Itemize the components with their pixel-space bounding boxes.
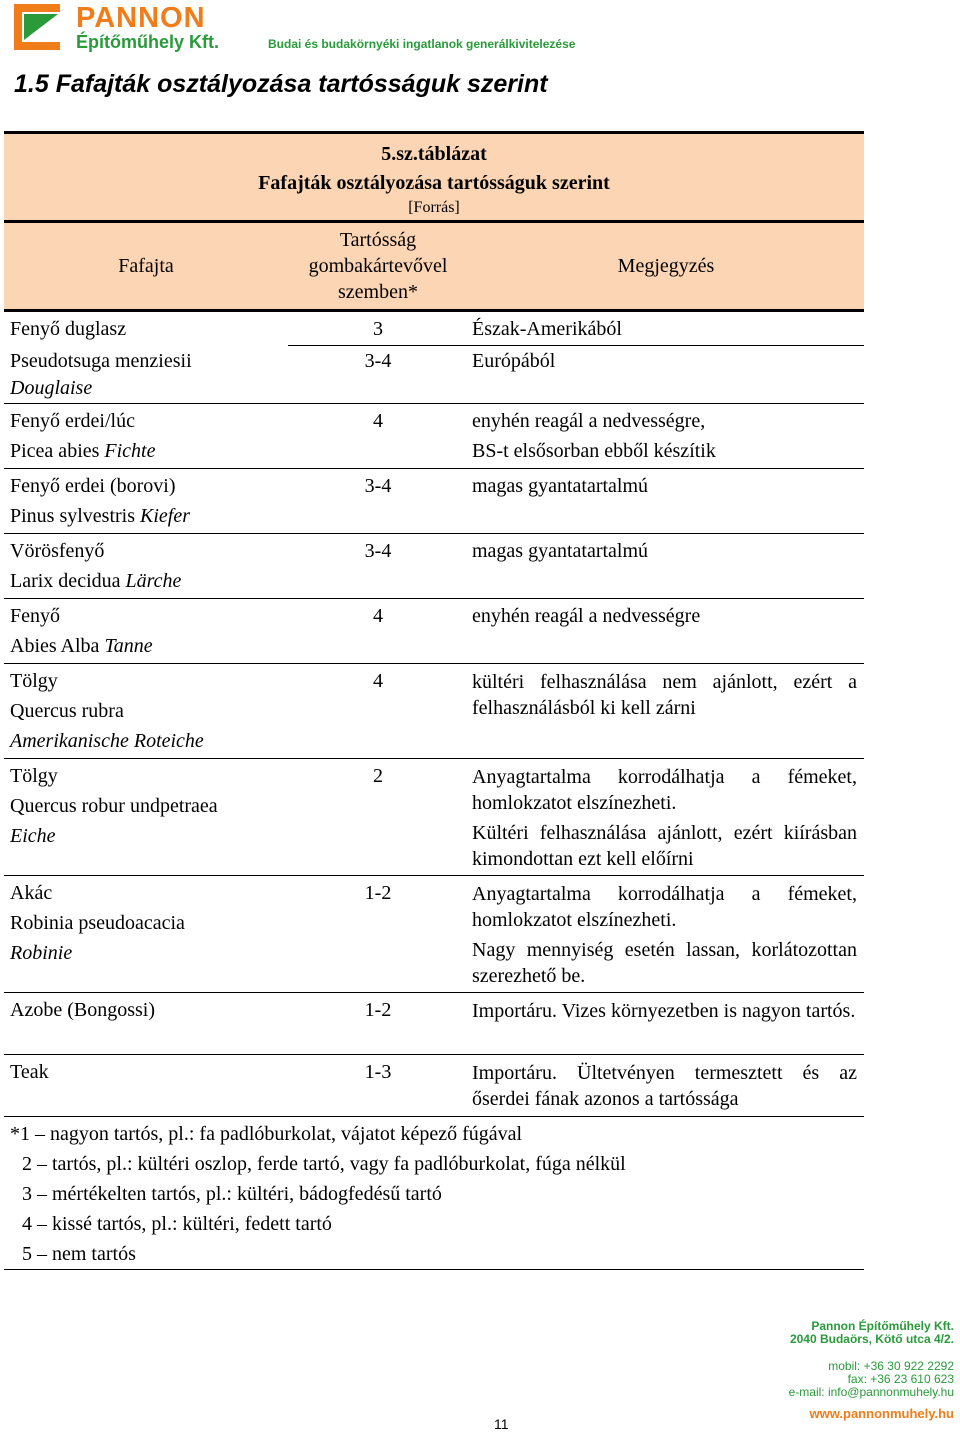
durability-value: 1-3 (364, 1061, 392, 1083)
durability-value: 2 (373, 765, 383, 787)
species-cell (10, 406, 288, 466)
note-text: enyhén reagál a nedvességre, (472, 410, 706, 432)
species-name: Tölgy (10, 765, 58, 787)
species-german-name: Eiche (10, 825, 56, 847)
note-text: Anyagtartalma korrodálhatja a fémeket, homlokzatot elszínezheti. (472, 883, 857, 931)
table-source: [Forrás] (408, 199, 460, 216)
table-row (4, 469, 864, 534)
note-text: Nagy mennyiség esetén lassan, korlátozottan szerezhető be. (472, 939, 857, 987)
note-text: kültéri felhasználása nem ajánlott, ezért a felhasználásból ki kell zárni (472, 671, 857, 719)
species-latin-name: Larix decidua (10, 570, 126, 592)
note-text: magas gyantatartalmú (472, 475, 649, 497)
durability-value: 1-2 (364, 882, 392, 904)
column-header-note: Megjegyzés (617, 254, 715, 277)
note-text: enyhén reagál a nedvességre (472, 605, 701, 627)
species-name: Vörösfenyő (10, 540, 105, 562)
note-text: BS-t elsősorban ebből készítik (472, 440, 716, 462)
species-latin-name: Pseudotsuga menziesii (10, 350, 192, 372)
table-row (4, 534, 864, 599)
durability-value: 4 (373, 410, 383, 432)
durability-value: 3-4 (364, 350, 392, 372)
footnote: 5 – nem tartós (22, 1243, 136, 1265)
column-header-durability-line2: gombakártevővel (308, 255, 448, 277)
durability-value: 3-4 (364, 540, 392, 562)
column-header-durability (288, 223, 468, 309)
species-latin (10, 346, 288, 400)
contact-website-link[interactable]: www.pannonmuhely.hu (809, 1406, 954, 1421)
contact-company: Pannon Építőműhely Kft. (811, 1319, 954, 1333)
species-latin-line (10, 631, 288, 661)
contact-address: 2040 Budaörs, Kötő utca 4/2. (789, 1332, 954, 1346)
note-text: Importáru. Vizes környezetben is nagyon tartós. (472, 1000, 856, 1022)
durability-value: 4 (373, 670, 383, 692)
species-latin-name: Pinus sylvestris (10, 505, 141, 527)
company-logo-icon (14, 4, 70, 55)
table-number: 5.sz.táblázat (381, 143, 487, 165)
durability-value: 4 (373, 605, 383, 627)
species-german-name: Tanne (104, 635, 153, 657)
contact-block (789, 1320, 954, 1420)
table-row (4, 312, 864, 346)
note-text: magas gyantatartalmú (472, 540, 649, 562)
species-cell (10, 666, 288, 756)
table-row (4, 346, 864, 404)
species-cell (10, 761, 288, 851)
table-row (4, 1055, 864, 1117)
species-latin-name: Quercus rubra (10, 700, 124, 722)
table-title: Fafajták osztályozása tartósságuk szerint (258, 172, 610, 194)
table-footnotes (4, 1117, 864, 1270)
footnote: 3 – mértékelten tartós, pl.: kültéri, bádogfedésű tartó (22, 1183, 442, 1205)
species-cell (10, 536, 288, 596)
species-german-name: Douglaise (10, 377, 93, 399)
species-latin-name: Abies Alba (10, 635, 105, 657)
footnote: *1 – nagyon tartós, pl.: fa padlóburkolat, vájatot képező fúgával (10, 1123, 523, 1145)
species-latin-name: Picea abies (10, 440, 105, 462)
durability-value: 1-2 (364, 999, 392, 1021)
contact-spacer (789, 1346, 954, 1360)
species-cell (10, 878, 288, 968)
durability-value: 3-4 (364, 475, 392, 497)
page-number: 11 (494, 1416, 509, 1432)
species-name: Fenyő (10, 605, 60, 627)
note-text: Európából (472, 350, 556, 372)
table-header-row (4, 223, 864, 312)
table-row (4, 404, 864, 469)
species-german-name: Fichte (104, 440, 156, 462)
species-german-name: Lärche (125, 570, 182, 592)
species-name: Fenyő duglasz (10, 318, 127, 340)
species-latin-name: Robinia pseudoacacia (10, 912, 185, 934)
column-header-species: Fafajta (118, 254, 174, 277)
note-cell (472, 881, 857, 989)
species-cell (10, 601, 288, 661)
species-name: Azobe (Bongossi) (10, 999, 155, 1021)
note-text: Importáru. Ültetvényen termesztett és az őserdei fának azonos a tartóssága (472, 1062, 857, 1110)
column-header-durability-line1: Tartósság (339, 229, 417, 251)
contact-mobile: mobil: +36 30 922 2292 (828, 1359, 954, 1373)
table-row (4, 759, 864, 876)
species-name: Fenyő erdei (borovi) (10, 475, 176, 497)
note-text: Észak-Amerikából (472, 318, 622, 340)
table-row (4, 599, 864, 664)
table-row (4, 876, 864, 993)
species-german-name: Robinie (10, 942, 73, 964)
note-text: Kültéri felhasználása ajánlott, ezért kiírásban kimondottan ezt kell előírni (472, 822, 857, 870)
species-name: Akác (10, 882, 53, 904)
note-cell (472, 406, 857, 466)
note-cell (472, 764, 857, 872)
durability-value: 3 (373, 318, 383, 340)
species-latin-line (10, 566, 288, 596)
table-row (4, 664, 864, 759)
species-cell (10, 471, 288, 531)
table-caption (4, 131, 864, 223)
brand-subtitle: Építőműhely Kft. (76, 32, 219, 52)
contact-fax: fax: +36 23 610 623 (847, 1372, 954, 1386)
durability-table (4, 131, 864, 1270)
footnote: 4 – kissé tartós, pl.: kültéri, fedett tartó (22, 1213, 332, 1235)
contact-email[interactable]: e-mail: info@pannonmuhely.hu (788, 1385, 954, 1399)
table-row (4, 993, 864, 1055)
footnote: 2 – tartós, pl.: kültéri oszlop, ferde tartó, vagy fa padlóburkolat, fúga nélkül (22, 1153, 626, 1175)
section-heading: 1.5 Fafajták osztályozása tartósságuk szerint (14, 70, 548, 98)
brand-name: PANNON (76, 2, 206, 34)
species-latin-line (10, 436, 288, 466)
species-latin-name: Quercus robur undpetraea (10, 795, 218, 817)
species-latin-line (10, 501, 288, 531)
species-name: Tölgy (10, 670, 58, 692)
species-name: Fenyő erdei/lúc (10, 410, 135, 432)
species-german-name: Kiefer (140, 505, 191, 527)
column-header-durability-line3: szemben* (338, 281, 418, 303)
note-text: Anyagtartalma korrodálhatja a fémeket, homlokzatot elszínezheti. (472, 766, 857, 814)
species-german-name: Amerikanische Roteiche (10, 730, 204, 752)
brand-tagline: Budai és budakörnyéki ingatlanok generálkivitelezése (268, 37, 576, 51)
species-name: Teak (10, 1061, 49, 1083)
